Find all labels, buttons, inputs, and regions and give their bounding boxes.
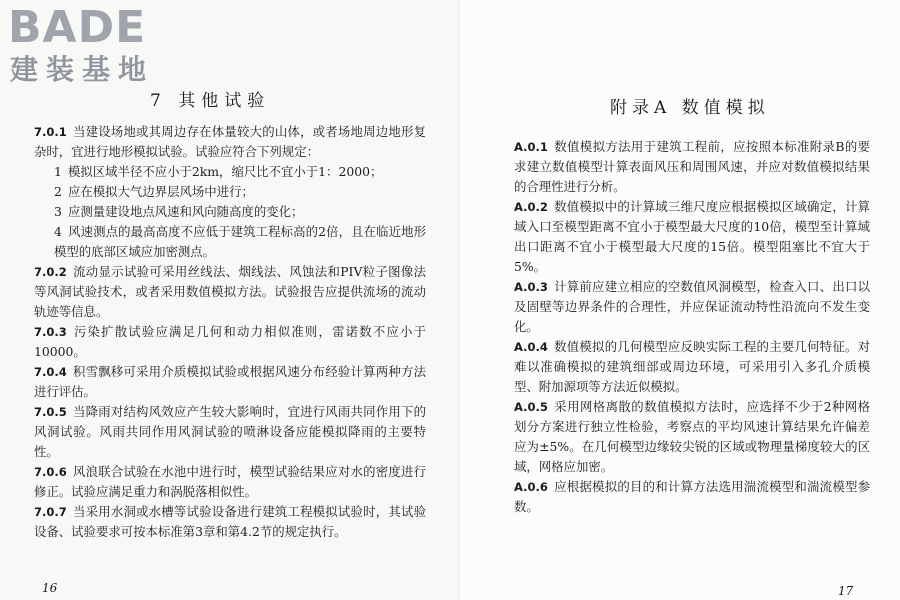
clause-number: 7.0.4 — [34, 365, 67, 379]
clause-text: 流动显示试验可采用丝线法、烟线法、风蚀法和PIV粒子图像法等风洞试验技术，或者采用数值模拟方法。试验报告应提供流场的流动轨迹等信息。 — [34, 264, 426, 319]
item-number: 4 — [54, 224, 62, 239]
item-text: 应测量建设地点风速和风向随高度的变化； — [68, 204, 304, 219]
clause-7-0-4 — [34, 362, 426, 402]
item-text: 应在模拟大气边界层风场中进行； — [68, 184, 254, 199]
item-text: 风速测点的最高高度不应低于建筑工程标高的2倍，且在临近地形模型的底部区域应加密测点。 — [54, 224, 426, 259]
clause-text: 污染扩散试验应满足几何和动力相似准则，雷诺数不应小于10000。 — [34, 324, 426, 359]
clause-text: 应根据模拟的目的和计算方法选用湍流模型和湍流模型参数。 — [514, 479, 870, 514]
clause-7-0-3 — [34, 322, 426, 362]
list-item — [34, 182, 426, 202]
clause-text: 数值模拟方法用于建筑工程前，应按照本标准附录B的要求建立数值模型计算表面风压和周围风速，并应对数值模拟结果的合理性进行分析。 — [514, 139, 870, 194]
right-page — [460, 0, 900, 600]
list-item — [34, 162, 426, 182]
page-number-left: 16 — [42, 581, 58, 595]
clause-text: 当降雨对结构风效应产生较大影响时，宜进行风雨共同作用下的风洞试验。风雨共同作用风洞试验的喷淋设备应能模拟降雨的主要特性。 — [34, 404, 426, 459]
clause-a-0-4 — [514, 337, 870, 397]
logo-wordmark: BADE — [8, 2, 147, 53]
item-text: 模拟区域半径不应小于2km，缩尺比不宜小于1：2000； — [68, 164, 383, 179]
clause-7-0-6 — [34, 462, 426, 502]
logo-subtitle: 建装基地 — [10, 53, 155, 86]
clause-a-0-6 — [514, 477, 870, 517]
clause-number: A.0.6 — [514, 480, 548, 494]
right-page-body — [514, 137, 870, 517]
clause-7-0-7 — [34, 502, 426, 542]
chapter-title: 7 其他试验 — [150, 91, 271, 111]
clause-text: 风浪联合试验在水池中进行时，模型试验结果应对水的密度进行修正。试验应满足重力和涡脱落相似性。 — [34, 464, 426, 499]
left-page-body — [34, 122, 426, 542]
clause-text: 当建设场地或其周边存在体量较大的山体，或者场地周边地形复杂时，宜进行地形模拟试验。试验应符合下列规定： — [34, 124, 426, 159]
clause-number: A.0.3 — [514, 280, 548, 294]
list-item — [34, 222, 426, 262]
item-number: 3 — [54, 204, 62, 219]
clause-number: 7.0.3 — [34, 325, 67, 339]
clause-number: A.0.5 — [514, 400, 548, 414]
page-number-right: 17 — [838, 584, 854, 598]
clause-number: A.0.2 — [514, 200, 548, 214]
clause-text: 采用网格离散的数值模拟方法时，应选择不少于2种网格划分方案进行独立性检验，考察点的平均风速计算结果允许偏差应为±5%。在几何模型边缘较尖锐的区域或物理量梯度较大的区域，网格应加密。 — [514, 399, 870, 474]
item-number: 2 — [54, 184, 62, 199]
clause-number: 7.0.6 — [34, 465, 67, 479]
item-number: 1 — [54, 164, 62, 179]
clause-a-0-3 — [514, 277, 870, 337]
clause-text: 当采用水洞或水槽等试验设备进行建筑工程模拟试验时，其试验设备、试验要求可按本标准第3章和第4.2节的规定执行。 — [34, 504, 426, 539]
clause-number: A.0.1 — [514, 140, 548, 154]
clause-7-0-5 — [34, 402, 426, 462]
clause-a-0-5 — [514, 397, 870, 477]
bade-logo — [8, 4, 178, 92]
clause-a-0-2 — [514, 197, 870, 277]
clause-7-0-2 — [34, 262, 426, 322]
clause-text: 数值模拟中的计算域三维尺度应根据模拟区域确定，计算域入口至模型距离不宜小于模型最大尺度的10倍，模型至计算域出口距离不宜小于模型最大尺度的15倍。模型阻塞比不宜大于5%。 — [514, 199, 870, 274]
clause-number: 7.0.5 — [34, 405, 67, 419]
clause-text: 计算前应建立相应的空数值风洞模型，检查入口、出口以及固壁等边界条件的合理性，并应保证流动特性沿流向不发生变化。 — [514, 279, 870, 334]
clause-text: 积雪飘移可采用介质模拟试验或根据风速分布经验计算两种方法进行评估。 — [34, 364, 426, 399]
appendix-title: 附录A 数值模拟 — [610, 98, 770, 118]
clause-7-0-1 — [34, 122, 426, 162]
clause-number: A.0.4 — [514, 340, 548, 354]
clause-text: 数值模拟的几何模型应反映实际工程的主要几何特征。对难以准确模拟的建筑细部或周边环境，可采用引入多孔介质模型、附加源项等方法近似模拟。 — [514, 339, 870, 394]
clause-a-0-1 — [514, 137, 870, 197]
clause-number: 7.0.7 — [34, 505, 67, 519]
clause-number: 7.0.1 — [34, 125, 67, 139]
list-item — [34, 202, 426, 222]
clause-number: 7.0.2 — [34, 265, 67, 279]
